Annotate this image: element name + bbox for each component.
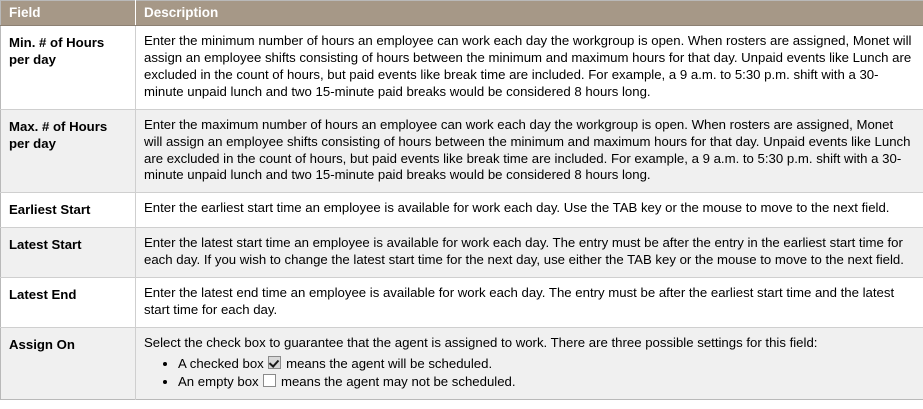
field-name: Latest Start [1, 228, 136, 278]
field-description [136, 228, 923, 278]
empty-checkbox-icon [263, 374, 276, 387]
list-item [178, 355, 914, 372]
field-description [136, 277, 923, 327]
field-name: Max. # of Hours per day [1, 109, 136, 193]
table-header [1, 1, 923, 26]
field-name: Assign On [1, 327, 136, 399]
field-name: Min. # of Hours per day [1, 26, 136, 110]
column-header-description: Description [136, 1, 923, 26]
description-text: Select the check box to guarantee that the agent is assigned to work. There are three possible settings for this field: [144, 334, 818, 350]
column-header-field: Field [1, 1, 136, 26]
field-description [136, 109, 923, 193]
checked-checkbox-icon [268, 356, 281, 369]
bullet-text-before: An empty box [178, 373, 263, 389]
table-row [1, 228, 923, 278]
field-description [136, 327, 923, 399]
description-text: Enter the maximum number of hours an employee can work each day the workgroup is open. When rosters are assigned, Monet will assign an employee shifts consisting of hours between the minimum and maximum hours for that day. Unpaid events like Lunch are excluded in the count of hours, but paid events like break time are included. For example, a 9 a.m. to 5:30 p.m. shift with a 30-minute unpaid lunch and two 15-minute paid breaks would be considered 8 hours long. [144, 116, 911, 183]
field-description [136, 26, 923, 110]
list-item [178, 373, 914, 390]
table-header-row [1, 1, 923, 26]
assign-on-options-list [144, 355, 914, 390]
description-text: Enter the earliest start time an employee is available for work each day. Use the TAB key or the mouse to move to the next field. [144, 200, 890, 216]
table-body [1, 26, 923, 400]
table-row [1, 193, 923, 228]
bullet-text-before: A checked box [178, 355, 268, 371]
table-row-assign-on [1, 327, 923, 399]
field-name: Earliest Start [1, 193, 136, 228]
table-row [1, 277, 923, 327]
table-row [1, 109, 923, 193]
description-text: Enter the latest end time an employee is available for work each day. The entry must be after the earliest start time and the latest start time for each day. [144, 284, 895, 317]
description-text: Enter the latest start time an employee is available for work each day. The entry must be after the entry in the earliest start time for each day. If you wish to change the latest start time for the next day, use either the TAB key or the mouse to move to the next field. [144, 235, 904, 268]
field-name: Latest End [1, 277, 136, 327]
description-text: Enter the minimum number of hours an employee can work each day the workgroup is open. When rosters are assigned, Monet will assign an employee shifts consisting of hours between the minimum and maximum hours for that day. Unpaid events like Lunch are excluded in the count of hours, but paid events like break time are included. For example, a 9 a.m. to 5:30 p.m. shift with a 30-minute unpaid lunch and two 15-minute paid breaks would be considered 8 hours long. [144, 33, 912, 99]
bullet-text-after: means the agent may not be scheduled. [277, 373, 516, 389]
field-description [136, 193, 923, 228]
bullet-text-after: means the agent will be scheduled. [282, 355, 493, 371]
table-row [1, 26, 923, 110]
